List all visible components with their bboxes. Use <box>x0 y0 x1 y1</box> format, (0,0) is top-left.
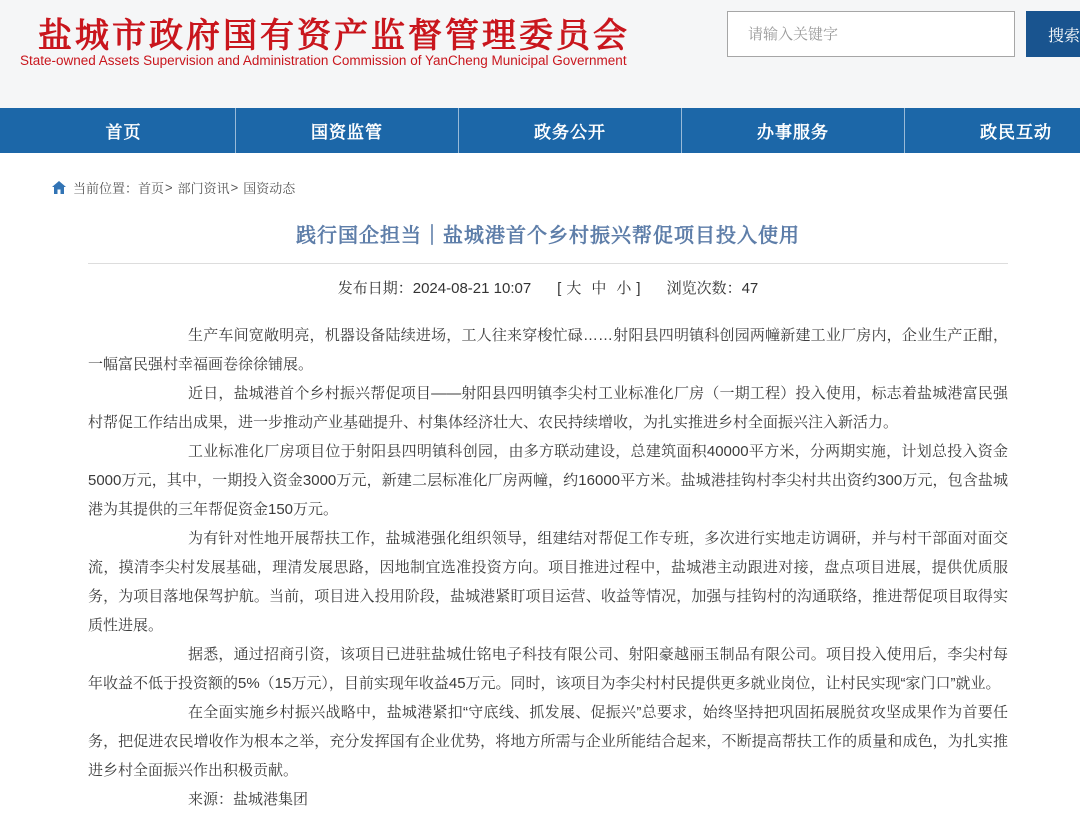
breadcrumb-link-department-news[interactable]: 部门资讯 <box>177 181 230 196</box>
font-size-bracket-open: [ <box>557 280 562 297</box>
nav-item-interaction[interactable]: 政民互动 <box>904 108 1080 153</box>
nav-item-home[interactable]: 首页 <box>105 123 142 142</box>
font-size-small-button[interactable]: 小 <box>616 280 632 297</box>
publish-date-label: 发布日期： <box>337 280 413 297</box>
main-nav-inner <box>12 108 1080 153</box>
views-count: 47 <box>741 280 759 297</box>
nav-item-public-affairs[interactable]: 政务公开 <box>458 108 681 153</box>
article-paragraph: 为有针对性地开展帮扶工作，盐城港强化组织领导，组建结对帮促工作专班，多次进行实地走访调研，并与村干部面对面交流，摸清李尖村发展基础，理清发展思路，因地制宜选准投资方向。项目推进过程中，盐城港主动跟进对接，盘点项目进展，提供优质服务，为项目落地保驾护航。当前，项目进入投用阶段，盐城港紧盯项目运营、收益等情况，加强与挂钩村的沟通联络，推进帮促项目取得实质性进展。 <box>88 530 1008 634</box>
article-paragraph: 生产车间宽敞明亮，机器设备陆续进场，工人往来穿梭忙碌……射阳县四明镇科创园两幢新建工业厂房内，企业生产正酣，一幅富民强村幸福画卷徐徐铺展。 <box>88 327 1008 373</box>
breadcrumb <box>52 178 1080 197</box>
article-paragraph: 近日，盐城港首个乡村振兴帮促项目——射阳县四明镇李尖村工业标准化厂房（一期工程）投入使用，标志着盐城港富民强村帮促工作结出成果，进一步推动产业基础提升、村集体经济壮大、农民持续增收，为扎实推进乡村全面振兴注入新活力。 <box>88 385 1008 431</box>
site-header <box>0 0 1080 108</box>
article-paragraph: 在全面实施乡村振兴战略中，盐城港紧扣“守底线、抓发展、促振兴”总要求，始终坚持把巩固拓展脱贫攻坚成果作为首要任务，把促进农民增收作为根本之举，充分发挥国有企业优势，将地方所需与企业所能结合起来，不断提高帮扶工作的质量和成色，为扎实推进乡村全面振兴作出积极贡献。 <box>88 704 1008 779</box>
breadcrumb-link-home[interactable]: 首页 <box>138 181 165 196</box>
font-size-bracket-close: ] <box>636 280 641 297</box>
breadcrumb-separator: > <box>230 180 239 195</box>
site-subtitle: State-owned Assets Supervision and Administration Commission of YanCheng Municipal Government <box>20 53 627 68</box>
article-title: 践行国企担当｜盐城港首个乡村振兴帮促项目投入使用 <box>296 225 800 247</box>
search-button[interactable]: 搜索 <box>1026 11 1080 57</box>
views-label: 浏览次数： <box>666 280 742 297</box>
nav-item-services[interactable]: 办事服务 <box>681 108 904 153</box>
breadcrumb-prefix: 当前位置： <box>73 181 139 196</box>
home-icon <box>52 181 66 194</box>
breadcrumb-link-soa-news[interactable]: 国资动态 <box>243 181 296 196</box>
article-paragraph: 据悉，通过招商引资，该项目已进驻盐城仕铭电子科技有限公司、射阳豪越丽玉制品有限公司。项目投入使用后，李尖村每年收益不低于投资额的5%（15万元），目前实现年收益45万元。同时，该项目为李尖村村民提供更多就业岗位，让村民实现“家门口”就业。 <box>88 646 1008 692</box>
article-paragraph: 工业标准化厂房项目位于射阳县四明镇科创园，由多方联动建设，总建筑面积40000平方米，分两期实施，计划总投入资金5000万元，其中，一期投入资金3000万元，新建二层标准化厂房两幢，约16000平方米。盐城港挂钩村李尖村共出资约300万元，包含盐城港为其提供的三年帮促资金150万元。 <box>88 443 1008 518</box>
breadcrumb-separator: > <box>165 180 173 195</box>
article <box>0 219 1080 814</box>
article-body <box>88 321 1008 814</box>
main-nav <box>0 108 1080 153</box>
article-meta <box>88 277 1008 298</box>
publish-date-value: 2024-08-21 10:07 <box>412 280 532 297</box>
search-input[interactable] <box>727 11 1015 57</box>
title-divider <box>88 263 1008 264</box>
font-size-medium-button[interactable]: 中 <box>591 280 607 297</box>
article-source: 来源：盐城港集团 <box>188 791 309 808</box>
font-size-large-button[interactable]: 大 <box>566 280 582 297</box>
nav-item-supervision[interactable]: 国资监管 <box>235 108 458 153</box>
site-title: 盐城市政府国有资产监督管理委员会 <box>38 17 630 55</box>
